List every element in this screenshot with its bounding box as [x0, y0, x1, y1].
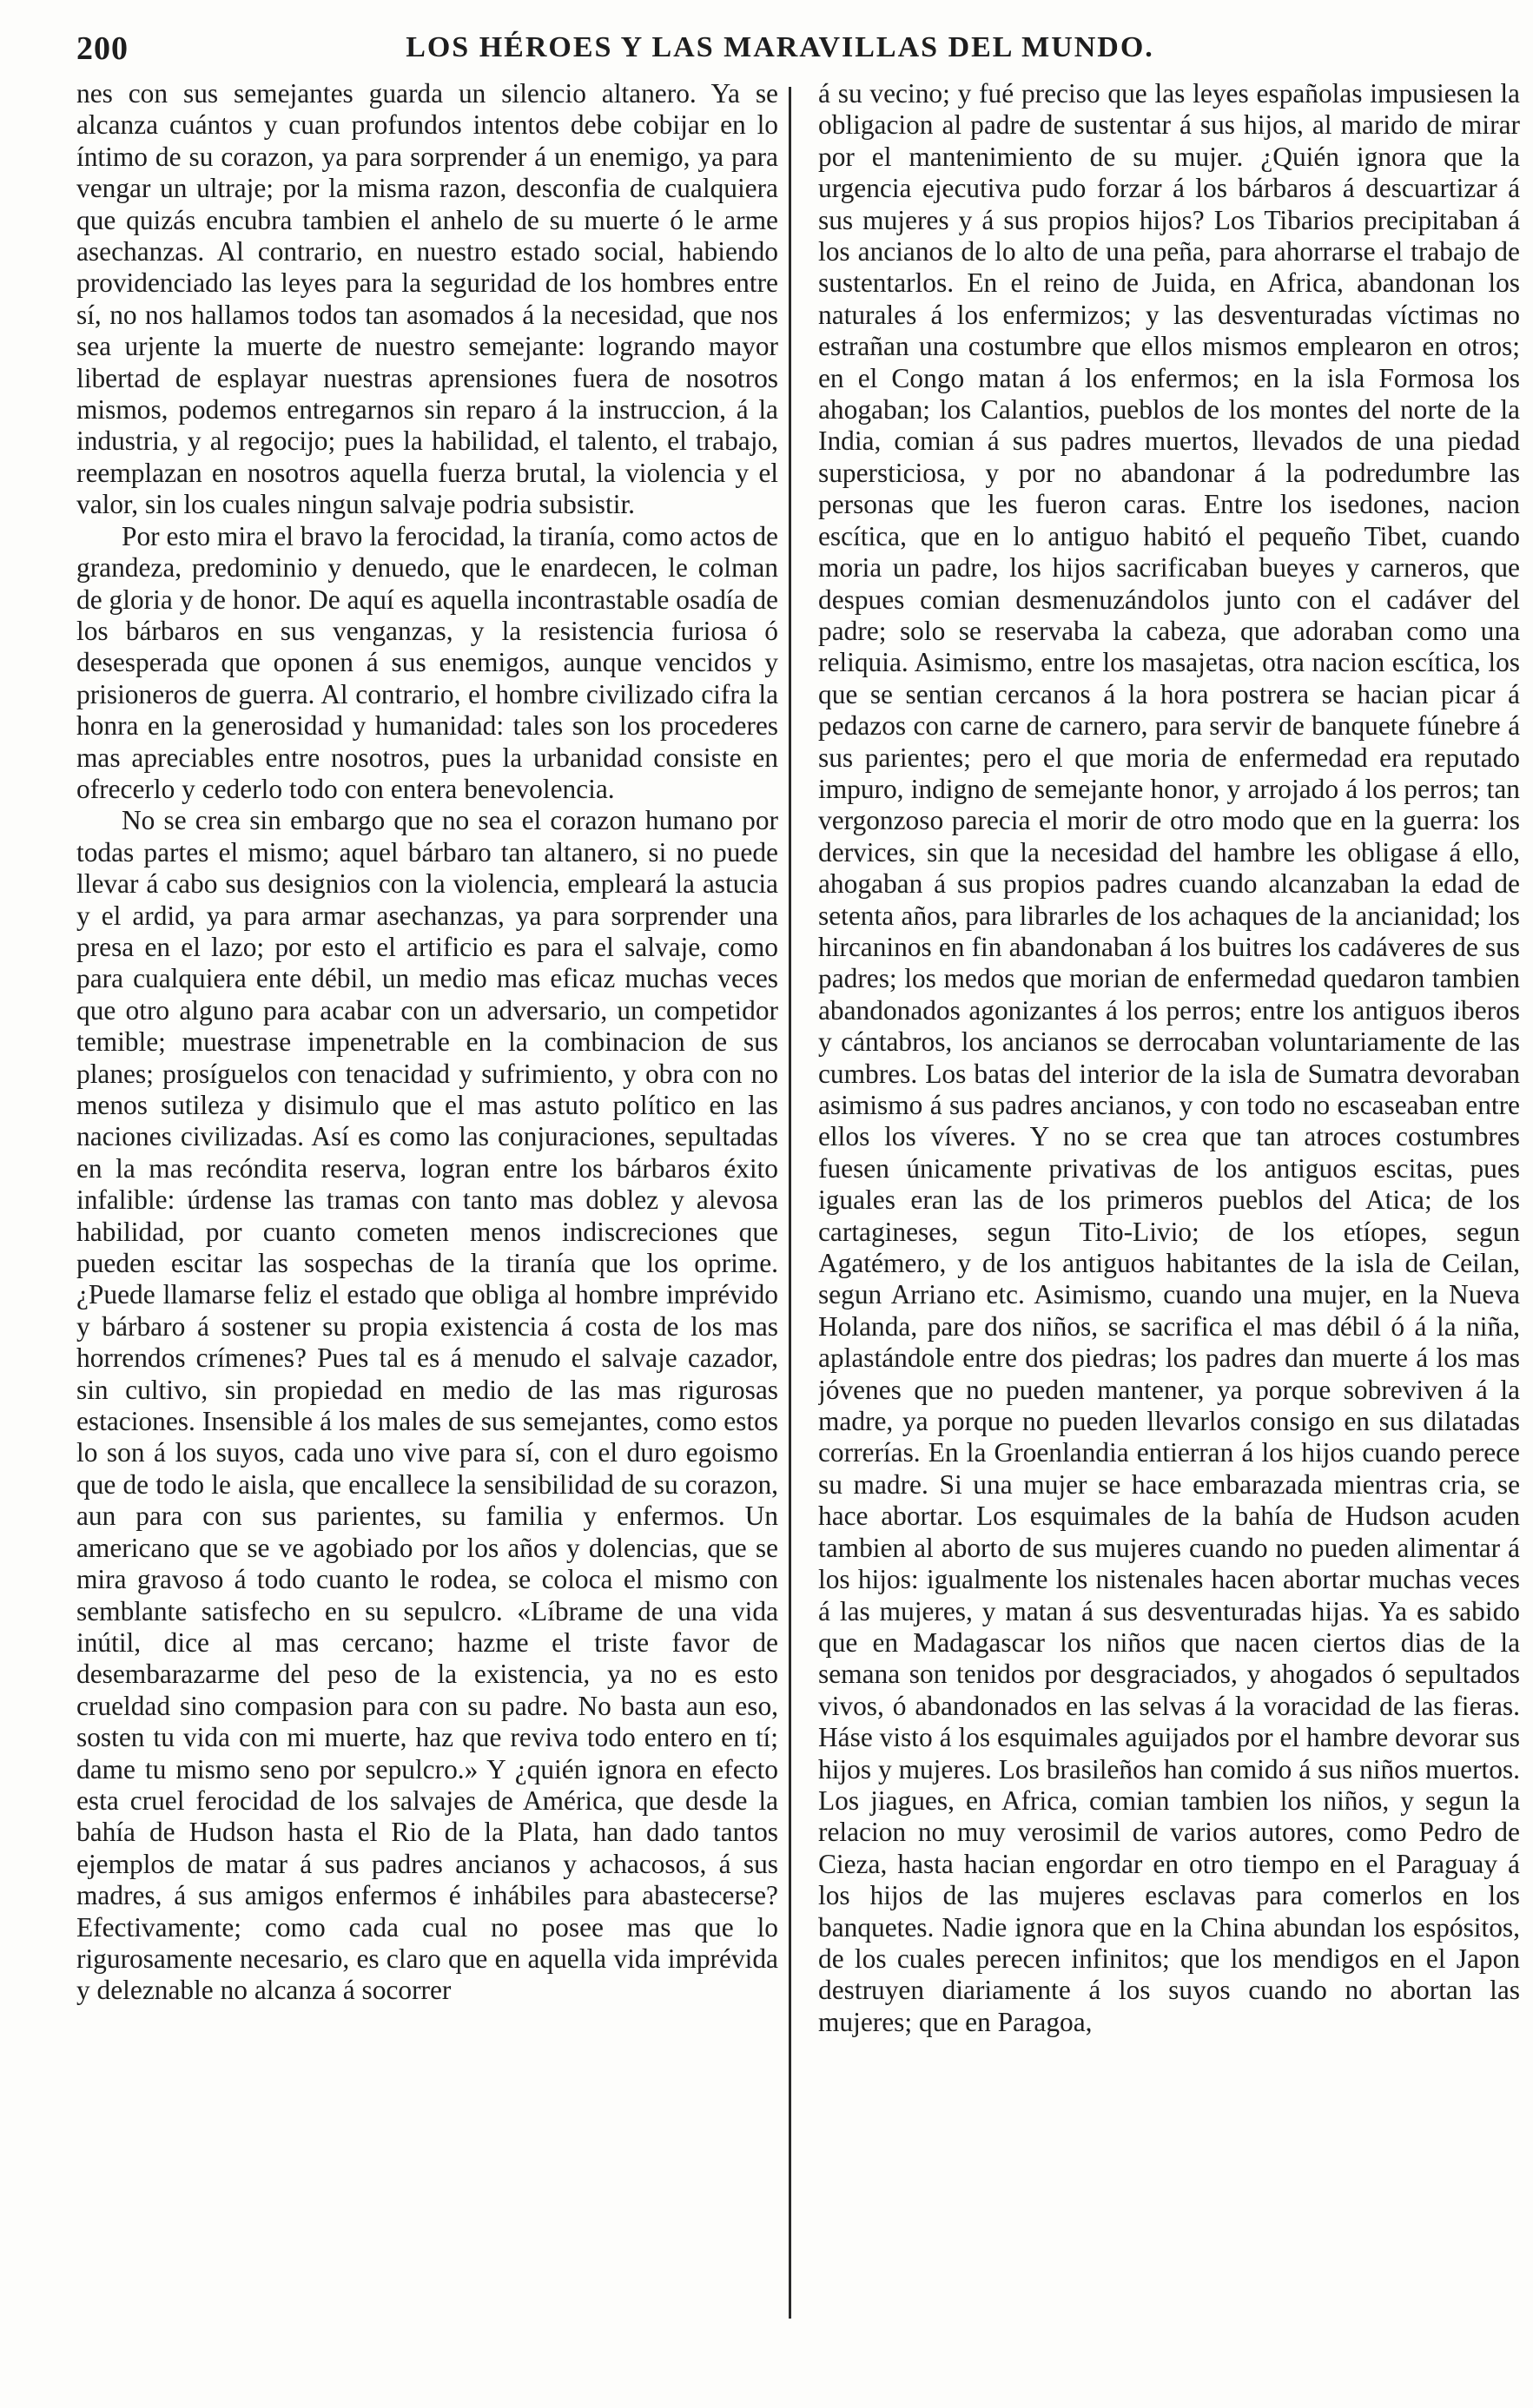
left-column [76, 78, 778, 2319]
left-paragraph-2: Por esto mira el bravo la ferocidad, la tiranía, como actos de grandeza, predominio y denuedo, que le enardecen, le colman de gloria y de honor. De aquí es aquella incontrastable osadía de los bárbaros en sus venganzas, y la resistencia furiosa ó desesperada que oponen á sus enemigos, aunque vencidos y prisioneros de guerra. Al contrario, el hombre civilizado cifra la honra en la generosidad y humanidad: tales son los procederes mas apreciables entre nosotros, pues la urbanidad consiste en ofrecerlo y cederlo todo con entera benevolencia. [76, 520, 778, 804]
text-columns [76, 78, 1518, 2319]
right-column [818, 78, 1520, 2319]
right-paragraph-1: á su vecino; y fué preciso que las leyes españolas impusiesen la obligacion al padre de sustentar á sus hijos, al marido de mirar por el mantenimiento de su mujer. ¿Quién ignora que la urgencia ejecutiva pudo forzar á los bárbaros á descuartizar á sus mujeres y á sus propios hijos? Los Tibarios precipitaban á los ancianos de lo alto de una peña, para ahorrarse el trabajo de sustentarlos. En el reino de Juida, en Africa, abandonan los naturales á los enfermizos; y las desventuradas víctimas no estrañan una costumbre que ellos mismos emplearon en otros; en el Congo matan á los enfermos; en la isla Formosa los ahogaban; los Calantios, pueblos de los montes del norte de la India, comian á sus padres muertos, llevados de una piedad supersticiosa, y por no abandonar á la podredumbre las personas que les fueron caras. Entre los isedones, nacion escítica, que en lo antiguo habitó el pequeño Tibet, cuando moria un padre, los hijos sacrificaban bueyes y carneros, que despues comian desmenuzándolos junto con el cadáver del padre; solo se reservaba la cabeza, que adoraban como una reliquia. Asimismo, entre los masajetas, otra nacion escítica, los que se sentian cercanos á la hora postrera se hacian picar á pedazos con carne de carnero, para servir de banquete fúnebre á sus parientes; pero el que moria de enfermedad era reputado impuro, indigno de semejante honor, y arrojado á los perros; tan vergonzoso parecia el morir de otro modo que en la guerra: los dervices, sin que la necesidad del hambre les obligase á ello, ahogaban á sus propios padres cuando alcanzaban la edad de setenta años, para librarles de los achaques de la ancianidad; los hircaninos en fin abandonaban á los buitres los cadáveres de sus padres; los medos que morian de enfermedad quedaron tambien abandonados agonizantes á los perros; entre los antiguos iberos y cántabros, los ancianos se derrocaban voluntariamente de las cumbres. Los batas del interior de la isla de Sumatra devoraban asimismo á sus padres ancianos, y con todo no escaseaban entre ellos los víveres. Y no se crea que tan atroces costumbres fuesen únicamente privativas de los antiguos escitas, pues iguales eran las de los primeros pueblos del Atica; de los cartagineses, segun Tito-Livio; de los etíopes, segun Agatémero, y de los antiguos habitantes de la isla de Ceilan, segun Arriano etc. Asimismo, cuando una mujer, en la Nueva Holanda, pare dos niños, se sacrifica el mas débil ó á la niña, aplastándole entre dos piedras; los padres dan muerte á los mas jóvenes que no pueden mantener, ya porque sobreviven á la madre, ya porque no pueden llevarlos consigo en sus dilatadas correrías. En la Groenlandia entierran á los hijos cuando perece su madre. Si una mujer se hace embarazada mientras cria, se hace abortar. Los esquimales de la bahía de Hudson acuden tambien al aborto de sus mujeres cuando no pueden alimentar á los hijos: igualmente los nistenales hacen abortar muchas veces á las mujeres, y matan á sus desventuradas hijas. Ya es sabido que en Madagascar los niños que nacen ciertos dias de la semana son tenidos por desgraciados, y ahogados ó sepultados vivos, ó abandonados en las selvas á la voracidad de las fieras. Háse visto á los esquimales aguijados por el hambre devorar sus hijos y mujeres. Los brasileños han comido á sus niños muertos. Los jiagues, en Africa, comian tambien los niños, y segun la relacion no muy verosimil de varios autores, como Pedro de Cieza, hasta hacian engordar en otro tiempo en el Paraguay á los hijos de las mujeres esclavas para comerlos en los banquetes. Nadie ignora que en la China abundan los espósitos, de los cuales perecen infinitos; que los mendigos en el Japon destruyen diariamente á los suyos cuando no abortan las mujeres; que en Paragoa, [818, 78, 1520, 2037]
running-title: LOS HÉROES Y LAS MARAVILLAS DEL MUNDO. [406, 31, 1154, 63]
left-paragraph-1: nes con sus semejantes guarda un silencio altanero. Ya se alcanza cuántos y cuan profundos intentos debe cobijar en lo íntimo de su corazon, ya para sorprender á un enemigo, ya para vengar un ultraje; por la misma razon, desconfia de cualquiera que quizás encubra tambien el anhelo de su muerte ó le arme asechanzas. Al contrario, en nuestro estado social, habiendo providenciado las leyes para la seguridad de los hombres entre sí, no nos hallamos todos tan asomados á la necesidad, que nos sea urjente la muerte de nuestro semejante: logrando mayor libertad de esplayar nuestras aprensiones fuera de nosotros mismos, podemos entregarnos sin reparo á la instruccion, á la industria, y al regocijo; pues la habilidad, el talento, el trabajo, reemplazan en nosotros aquella fuerza brutal, la violencia y el valor, sin los cuales ningun salvaje podria subsistir. [76, 78, 778, 520]
page-header [76, 30, 1518, 78]
left-paragraph-3: No se crea sin embargo que no sea el corazon humano por todas partes el mismo; aquel bárbaro tan altanero, si no puede llevar á cabo sus designios con la violencia, empleará la astucia y el ardid, ya para armar asechanzas, ya para sorprender una presa en el lazo; por esto el artificio es para el salvaje, como para cualquiera ente débil, un medio mas eficaz muchas veces que otro alguno para acabar con un adversario, un competidor temible; muestrase impenetrable en la combinacion de sus planes; prosíguelos con tenacidad y sufrimiento, y obra con no menos sutileza y disimulo que el mas astuto político en las naciones civilizadas. Así es como las conjuraciones, sepultadas en la mas recóndita reserva, logran entre los bárbaros éxito infalible: úrdense las tramas con tanto mas doblez y alevosa habilidad, por cuanto cometen menos indiscreciones que pueden escitar las sospechas de la tiranía que los oprime. ¿Puede llamarse feliz el estado que obliga al hombre imprévido y bárbaro á sostener su propia existencia á costa de los mas horrendos crímenes? Pues tal es á menudo el salvaje cazador, sin cultivo, sin propiedad en medio de las mas rigurosas estaciones. Insensible á los males de sus semejantes, como estos lo son á los suyos, cada uno vive para sí, con el duro egoismo que de todo le aisla, que encallece la sensibilidad de su corazon, aun para con sus parientes, su familia y enfermos. Un americano que se ve agobiado por los años y dolencias, que se mira gravoso á todo cuanto le rodea, se coloca el mismo con semblante satisfecho en su sepulcro. «Líbrame de una vida inútil, dice al mas cercano; hazme el triste favor de desembarazarme del peso de la existencia, ya no es esto crueldad sino compasion para con su padre. No basta aun eso, sosten tu vida con mi muerte, haz que reviva todo entero en tí; dame tu mismo seno por sepulcro.» Y ¿quién ignora en efecto esta cruel ferocidad de los salvajes de América, que desde la bahía de Hudson hasta el Rio de la Plata, han dado tantos ejemplos de matar á sus padres ancianos y achacosos, á sus madres, á sus amigos enfermos é inhábiles para abastecerse? Efectivamente; como cada cual no posee mas que lo rigurosamente necesario, es claro que en aquella vida imprévida y deleznable no alcanza á socorrer [76, 805, 778, 2006]
page-number: 200 [76, 30, 129, 67]
